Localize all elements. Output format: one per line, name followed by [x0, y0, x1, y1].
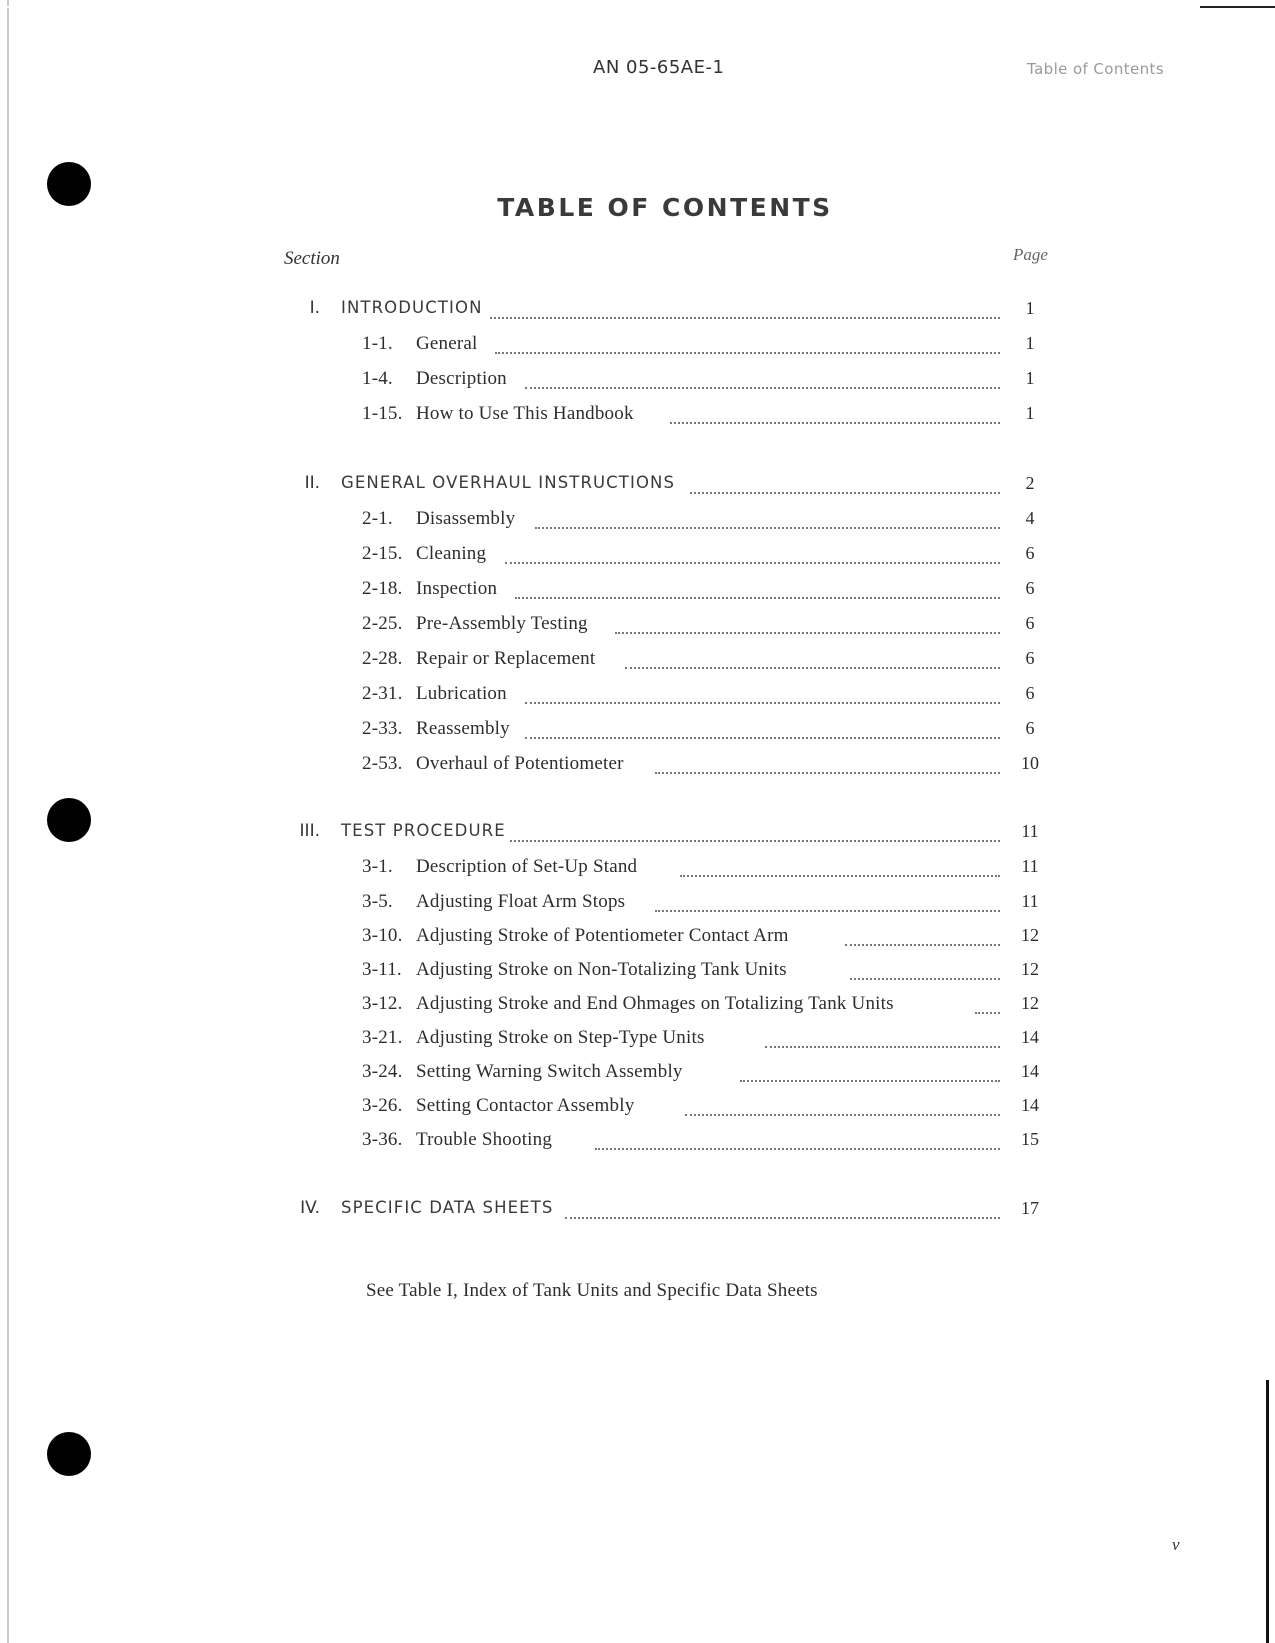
toc-entry-row[interactable]: [0, 753, 1275, 779]
toc-section-row[interactable]: [0, 821, 1275, 847]
page-number: 12: [1021, 993, 1039, 1013]
dot-leader: [525, 737, 1000, 739]
reference-note: See Table I, Index of Tank Units and Specific Data Sheets: [366, 1280, 818, 1301]
page-number: 6: [1025, 683, 1035, 703]
page-number: 12: [1021, 925, 1039, 945]
toc-entry-row[interactable]: [0, 648, 1275, 674]
entry-title: Cleaning: [416, 543, 487, 564]
paragraph-number: 2-15.: [362, 543, 403, 564]
page-number: 10: [1021, 753, 1039, 773]
page-number: 6: [1025, 543, 1035, 563]
toc-entry-row[interactable]: [0, 1061, 1275, 1087]
dot-leader: [850, 978, 1000, 980]
toc-entry-row[interactable]: [0, 1095, 1275, 1121]
paragraph-number: 3-10.: [362, 925, 403, 946]
paragraph-number: 2-53.: [362, 753, 403, 774]
toc-entry-row[interactable]: [0, 368, 1275, 394]
paragraph-number: 3-1.: [362, 856, 393, 877]
dot-leader: [495, 352, 1000, 354]
page-number: 1: [1025, 333, 1035, 353]
dot-leader: [615, 632, 1000, 634]
entry-title: Lubrication: [416, 683, 507, 704]
document-number: AN 05-65AE-1: [593, 57, 725, 78]
dot-leader: [505, 562, 1000, 564]
page-edge-top: [0, 6, 1275, 8]
page-number: 6: [1025, 648, 1035, 668]
dot-leader: [765, 1046, 1000, 1048]
running-title: Table of Contents: [1027, 60, 1165, 78]
dot-leader: [685, 1114, 1000, 1116]
dot-leader: [525, 387, 1000, 389]
entry-title: Repair or Replacement: [416, 648, 596, 669]
dot-leader: [535, 527, 1000, 529]
page-number: 6: [1025, 578, 1035, 598]
paragraph-number: 3-11.: [362, 959, 402, 980]
toc-entry-row[interactable]: [0, 508, 1275, 534]
toc-entry-row[interactable]: [0, 613, 1275, 639]
page-number: 6: [1025, 613, 1035, 633]
dot-leader: [565, 1217, 1000, 1219]
section-title: GENERAL OVERHAUL INSTRUCTIONS: [341, 473, 683, 492]
toc-entry-row[interactable]: [0, 1027, 1275, 1053]
dot-leader: [595, 1148, 1000, 1150]
dot-leader: [680, 875, 1000, 877]
dot-leader: [625, 667, 1000, 669]
entry-title: Setting Warning Switch Assembly: [416, 1061, 683, 1082]
entry-title: Disassembly: [416, 508, 516, 529]
toc-entry-row[interactable]: [0, 403, 1275, 429]
dot-leader: [490, 317, 1000, 319]
toc-entry-row[interactable]: [0, 925, 1275, 951]
page-folio: v: [1172, 1535, 1180, 1554]
page-number: 4: [1025, 508, 1035, 528]
paragraph-number: 3-24.: [362, 1061, 403, 1082]
toc-section-row[interactable]: [0, 298, 1275, 324]
paragraph-number: 1-4.: [362, 368, 393, 389]
dot-leader: [655, 910, 1000, 912]
entry-title: Adjusting Float Arm Stops: [416, 891, 626, 912]
column-header-page: Page: [1013, 245, 1048, 264]
entry-title: Pre-Assembly Testing: [416, 613, 588, 634]
entry-title: Adjusting Stroke and End Ohmages on Totalizing Tank Units: [416, 993, 894, 1014]
dot-leader: [670, 422, 1000, 424]
paragraph-number: 3-21.: [362, 1027, 403, 1048]
section-numeral: I.: [309, 298, 320, 318]
dot-leader: [740, 1080, 1000, 1082]
paragraph-number: 1-15.: [362, 403, 403, 424]
toc-entry-row[interactable]: [0, 578, 1275, 604]
paragraph-number: 2-18.: [362, 578, 403, 599]
toc-entry-row[interactable]: [0, 993, 1275, 1019]
toc-entry-row[interactable]: [0, 543, 1275, 569]
entry-title: Description of Set-Up Stand: [416, 856, 638, 877]
toc-entry-row[interactable]: [0, 718, 1275, 744]
toc-section-row[interactable]: [0, 1198, 1275, 1224]
entry-title: Adjusting Stroke on Non-Totalizing Tank Units: [416, 959, 787, 980]
paragraph-number: 3-12.: [362, 993, 403, 1014]
toc-entry-row[interactable]: [0, 856, 1275, 882]
toc-section-row[interactable]: [0, 473, 1275, 499]
entry-title: Adjusting Stroke of Potentiometer Contact Arm: [416, 925, 789, 946]
page-number: 6: [1025, 718, 1035, 738]
entry-title: Description: [416, 368, 507, 389]
page-number: 14: [1021, 1095, 1039, 1115]
entry-title: General: [416, 333, 478, 354]
paragraph-number: 2-28.: [362, 648, 403, 669]
paragraph-number: 2-33.: [362, 718, 403, 739]
toc-entry-row[interactable]: [0, 1129, 1275, 1155]
paragraph-number: 3-36.: [362, 1129, 403, 1150]
punch-hole-icon: [47, 1432, 91, 1476]
section-numeral: IV.: [300, 1198, 320, 1218]
dot-leader: [525, 702, 1000, 704]
toc-entry-row[interactable]: [0, 683, 1275, 709]
page-number: 2: [1025, 473, 1035, 493]
entry-title: Setting Contactor Assembly: [416, 1095, 635, 1116]
entry-title: How to Use This Handbook: [416, 403, 634, 424]
entry-title: Reassembly: [416, 718, 510, 739]
dot-leader: [845, 944, 1000, 946]
paragraph-number: 2-31.: [362, 683, 403, 704]
section-title: INTRODUCTION: [341, 298, 491, 317]
paragraph-number: 3-5.: [362, 891, 393, 912]
entry-title: Trouble Shooting: [416, 1129, 553, 1150]
page-number: 15: [1021, 1129, 1039, 1149]
entry-title: Inspection: [416, 578, 498, 599]
page-number: 11: [1021, 821, 1039, 841]
page-number: 14: [1021, 1061, 1039, 1081]
section-numeral: II.: [304, 473, 320, 493]
page-number: 14: [1021, 1027, 1039, 1047]
page-number: 11: [1021, 856, 1039, 876]
toc-entry-row[interactable]: [0, 959, 1275, 985]
page-number: 1: [1025, 368, 1035, 388]
section-title: TEST PROCEDURE: [341, 821, 514, 840]
section-title: SPECIFIC DATA SHEETS: [341, 1198, 561, 1217]
dot-leader: [690, 492, 1000, 494]
page-number: 1: [1025, 298, 1035, 318]
page-number: 1: [1025, 403, 1035, 423]
dot-leader: [655, 772, 1000, 774]
dot-leader: [975, 1012, 1000, 1014]
entry-title: Overhaul of Potentiometer: [416, 753, 624, 774]
page-number: 11: [1021, 891, 1039, 911]
paragraph-number: 2-1.: [362, 508, 393, 529]
page-number: 17: [1021, 1198, 1039, 1218]
toc-entry-row[interactable]: [0, 333, 1275, 359]
dot-leader: [510, 840, 1000, 842]
page-edge-right: [1266, 1380, 1269, 1643]
page-number: 12: [1021, 959, 1039, 979]
section-numeral: III.: [299, 821, 320, 841]
page-title: TABLE OF CONTENTS: [497, 193, 833, 222]
toc-entry-row[interactable]: [0, 891, 1275, 917]
dot-leader: [515, 597, 1000, 599]
column-header-section: Section: [284, 248, 340, 269]
entry-title: Adjusting Stroke on Step-Type Units: [416, 1027, 705, 1048]
paragraph-number: 2-25.: [362, 613, 403, 634]
paragraph-number: 1-1.: [362, 333, 393, 354]
paragraph-number: 3-26.: [362, 1095, 403, 1116]
